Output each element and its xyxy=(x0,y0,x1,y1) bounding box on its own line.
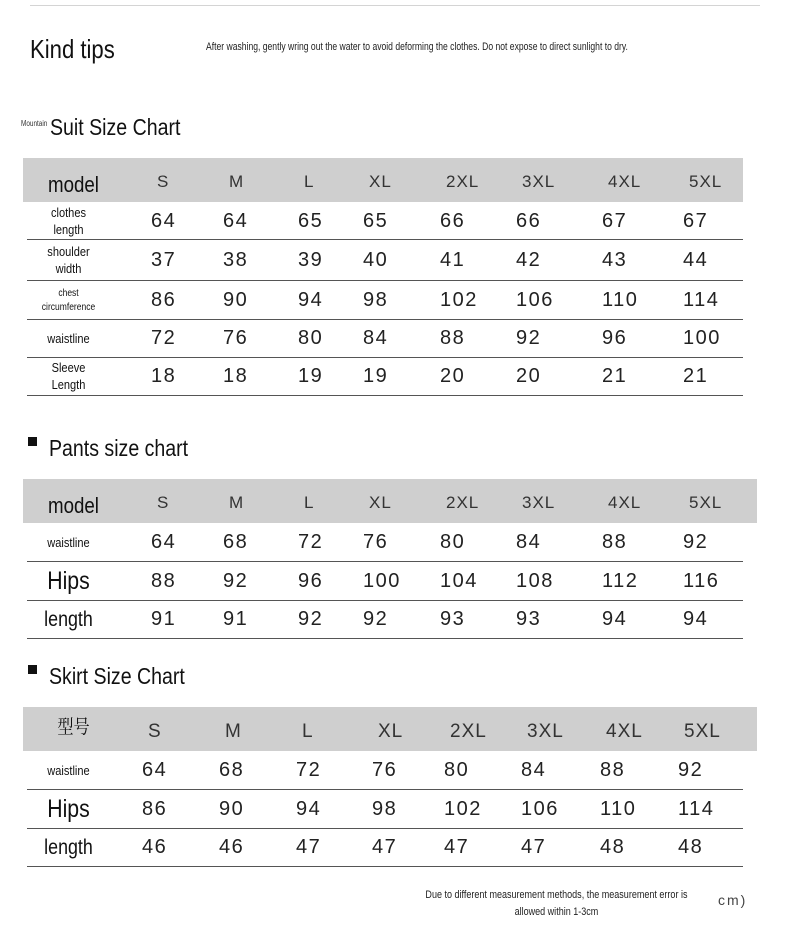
unit-label: cm) xyxy=(718,892,748,908)
row-label: length xyxy=(44,836,93,860)
table-cell: 100 xyxy=(683,327,721,349)
table-cell: 100 xyxy=(363,569,401,592)
table-cell: 92 xyxy=(516,327,542,349)
table-cell: 92 xyxy=(683,531,709,553)
table-cell: 90 xyxy=(223,288,249,311)
table-cell: 114 xyxy=(678,797,715,820)
skirt-size-header: M xyxy=(225,721,242,742)
table-cell: 40 xyxy=(363,248,389,271)
table-cell: 106 xyxy=(521,797,559,820)
table-cell: 47 xyxy=(444,836,470,858)
table-row xyxy=(23,601,757,639)
table-cell: 102 xyxy=(444,797,482,820)
pants-size-header: 5XL xyxy=(689,493,723,512)
pants-section-title: Pants size chart xyxy=(49,435,189,461)
suit-size-header: 5XL xyxy=(689,172,723,191)
suit-size-header: 2XL xyxy=(446,172,480,191)
table-cell: 86 xyxy=(142,797,168,820)
table-cell: 67 xyxy=(683,209,709,232)
table-cell: 106 xyxy=(516,288,554,311)
suit-prefix-label: Mountain xyxy=(21,119,48,128)
table-cell: 19 xyxy=(363,365,389,387)
table-cell: 93 xyxy=(516,608,542,630)
skirt-size-header: L xyxy=(302,721,314,742)
table-cell: 37 xyxy=(151,248,177,271)
table-cell: 86 xyxy=(151,288,177,311)
table-cell: 47 xyxy=(372,836,398,858)
table-cell: 90 xyxy=(219,797,245,820)
table-cell: 64 xyxy=(151,531,177,553)
table-cell: 110 xyxy=(602,288,639,311)
table-cell: 44 xyxy=(683,248,709,271)
table-cell: 18 xyxy=(151,365,177,387)
skirt-size-header: 5XL xyxy=(684,721,721,742)
table-cell: 88 xyxy=(602,531,628,553)
table-cell: 108 xyxy=(516,569,554,592)
table-row xyxy=(23,524,757,562)
kind-tips-text: After washing, gently wring out the water to avoid deforming the clothes. Do not expose to direct sunlight to dry. xyxy=(206,41,628,53)
table-cell: 112 xyxy=(602,569,639,592)
table-cell: 46 xyxy=(219,836,245,858)
measurement-note-line1: Due to different measurement methods, the measurement error is xyxy=(425,889,688,901)
row-divider xyxy=(27,866,743,867)
table-cell: 92 xyxy=(678,759,704,781)
pants-size-header: L xyxy=(304,493,315,512)
table-cell: 66 xyxy=(440,209,466,232)
table-cell: 38 xyxy=(223,248,249,271)
table-cell: 98 xyxy=(372,797,398,820)
table-cell: 110 xyxy=(600,797,637,820)
row-label: clothes length xyxy=(50,204,87,237)
table-cell: 114 xyxy=(683,288,720,311)
table-cell: 68 xyxy=(223,531,249,553)
table-cell: 91 xyxy=(151,608,177,630)
pants-size-header: XL xyxy=(369,493,392,512)
table-cell: 19 xyxy=(298,365,324,387)
table-cell: 84 xyxy=(516,531,542,553)
table-cell: 88 xyxy=(440,327,466,349)
skirt-size-header: XL xyxy=(378,721,404,742)
table-cell: 102 xyxy=(440,288,478,311)
table-cell: 76 xyxy=(363,531,389,553)
row-label: waistline xyxy=(47,534,90,550)
table-cell: 104 xyxy=(440,569,478,592)
table-cell: 41 xyxy=(440,248,466,271)
table-cell: 80 xyxy=(440,531,466,553)
row-label: Sleeve Length xyxy=(51,360,86,392)
skirt-size-header: S xyxy=(148,721,162,742)
row-label: shoulder width xyxy=(47,243,90,276)
table-cell: 68 xyxy=(219,759,245,781)
table-cell: 21 xyxy=(683,365,709,387)
table-cell: 18 xyxy=(223,365,249,387)
table-cell: 92 xyxy=(298,608,324,630)
suit-section-title: Suit Size Chart xyxy=(50,114,181,140)
table-cell: 80 xyxy=(444,759,470,781)
suit-size-header: 3XL xyxy=(522,172,556,191)
table-cell: 116 xyxy=(683,569,720,592)
table-cell: 47 xyxy=(296,836,322,858)
skirt-bullet-icon xyxy=(28,665,37,674)
table-cell: 96 xyxy=(602,327,628,349)
table-cell: 84 xyxy=(363,327,389,349)
suit-size-header: M xyxy=(229,172,245,191)
table-cell: 98 xyxy=(363,288,389,311)
table-cell: 88 xyxy=(600,759,626,781)
table-cell: 92 xyxy=(223,569,249,592)
skirt-size-header: 4XL xyxy=(606,721,643,742)
row-label: Hips xyxy=(47,795,90,824)
suit-header-label: model xyxy=(48,172,99,197)
pants-size-header: 3XL xyxy=(522,493,556,512)
table-cell: 84 xyxy=(521,759,547,781)
row-label: Hips xyxy=(47,567,90,596)
table-cell: 94 xyxy=(296,797,322,820)
table-cell: 93 xyxy=(440,608,466,630)
skirt-section-title: Skirt Size Chart xyxy=(49,663,185,689)
table-cell: 94 xyxy=(298,288,324,311)
table-row xyxy=(23,829,757,867)
table-cell: 88 xyxy=(151,569,177,592)
table-cell: 43 xyxy=(602,248,628,271)
skirt-size-header: 3XL xyxy=(527,721,564,742)
table-cell: 96 xyxy=(298,569,324,592)
table-row xyxy=(23,358,743,396)
suit-size-header: S xyxy=(157,172,170,191)
table-cell: 66 xyxy=(516,209,542,232)
table-cell: 42 xyxy=(516,248,542,271)
row-divider xyxy=(27,395,743,396)
pants-size-header: 4XL xyxy=(608,493,642,512)
table-cell: 80 xyxy=(298,327,324,349)
table-row xyxy=(23,562,757,601)
pants-size-header: S xyxy=(157,493,170,512)
table-cell: 20 xyxy=(516,365,542,387)
table-cell: 46 xyxy=(142,836,168,858)
measurement-note-line2: allowed within 1-3cm xyxy=(514,906,599,918)
table-cell: 94 xyxy=(683,608,709,630)
table-cell: 64 xyxy=(151,209,177,232)
table-cell: 76 xyxy=(372,759,398,781)
table-row xyxy=(23,752,757,790)
table-row xyxy=(23,203,743,240)
table-cell: 48 xyxy=(678,836,704,858)
top-divider xyxy=(30,5,760,6)
skirt-size-header: 2XL xyxy=(450,721,487,742)
pants-bullet-icon xyxy=(28,437,37,446)
table-cell: 64 xyxy=(142,759,168,781)
suit-size-header: 4XL xyxy=(608,172,642,191)
table-cell: 39 xyxy=(298,248,324,271)
row-divider xyxy=(27,638,743,639)
table-cell: 76 xyxy=(223,327,249,349)
skirt-header-label: 型号 xyxy=(57,717,90,738)
table-cell: 72 xyxy=(298,531,324,553)
suit-size-header: XL xyxy=(369,172,392,191)
table-cell: 65 xyxy=(298,209,324,232)
table-cell: 47 xyxy=(521,836,547,858)
table-row xyxy=(23,320,743,358)
measurement-note xyxy=(415,887,698,921)
table-cell: 67 xyxy=(602,209,628,232)
row-label: waistline xyxy=(47,330,90,346)
table-row xyxy=(23,790,757,829)
table-cell: 72 xyxy=(296,759,322,781)
table-row xyxy=(23,281,743,320)
kind-tips-title: Kind tips xyxy=(30,34,115,64)
table-cell: 72 xyxy=(151,327,177,349)
row-label: chest circumference xyxy=(41,287,96,313)
table-cell: 94 xyxy=(602,608,628,630)
table-cell: 65 xyxy=(363,209,389,232)
table-row xyxy=(23,240,743,281)
pants-size-header: 2XL xyxy=(446,493,480,512)
row-label: waistline xyxy=(47,762,90,778)
pants-header-label: model xyxy=(48,493,99,518)
table-cell: 64 xyxy=(223,209,249,232)
table-cell: 92 xyxy=(363,608,389,630)
row-label: length xyxy=(44,608,93,632)
table-cell: 21 xyxy=(602,365,628,387)
pants-size-header: M xyxy=(229,493,245,512)
table-cell: 91 xyxy=(223,608,249,630)
suit-size-header: L xyxy=(304,172,315,191)
table-cell: 48 xyxy=(600,836,626,858)
table-cell: 20 xyxy=(440,365,466,387)
